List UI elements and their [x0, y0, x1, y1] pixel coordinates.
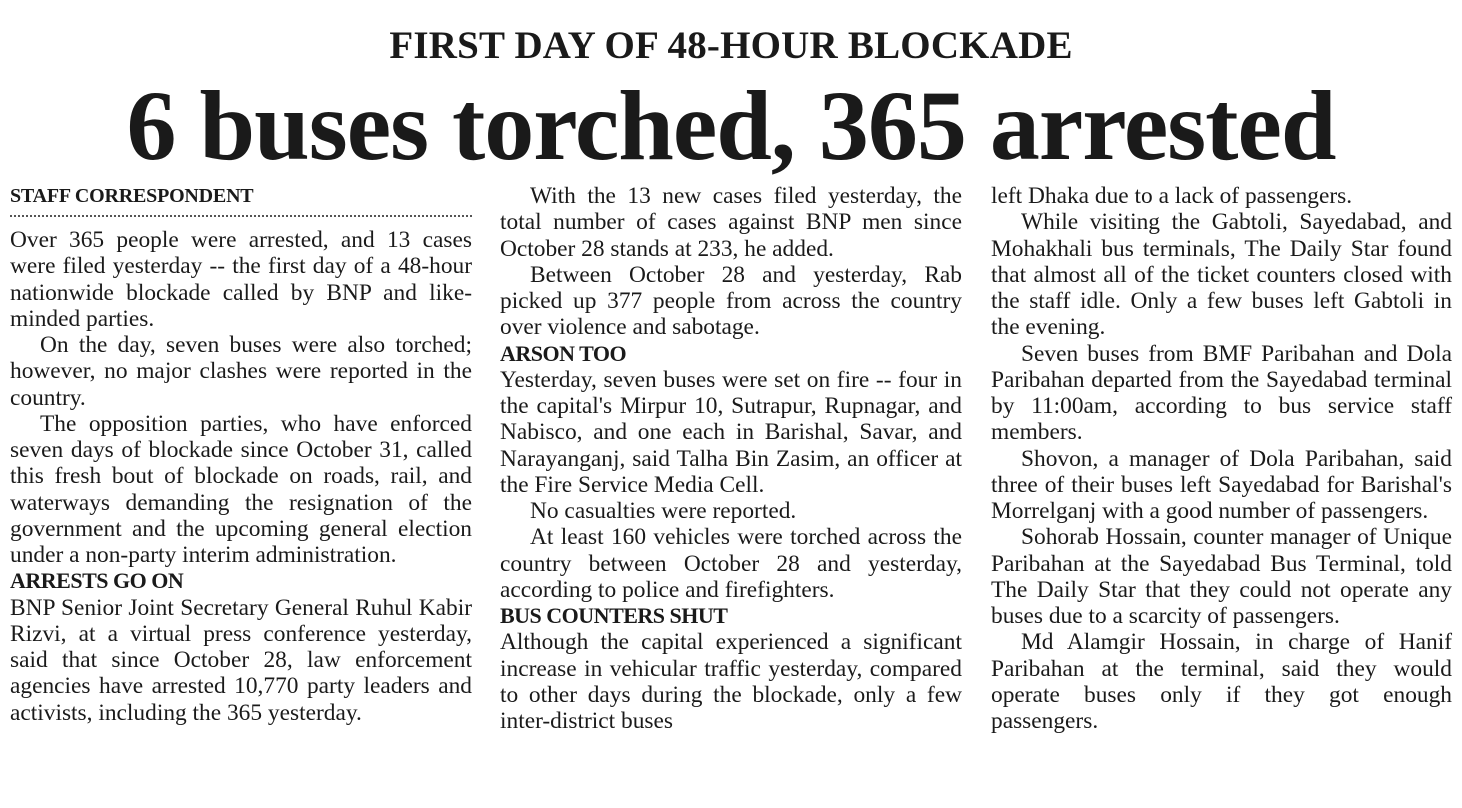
paragraph: While visiting the Gabtoli, Sayedabad, and Mohakhali bus terminals, The Daily Star found that almost all of the ticket counters closed with the staff idle. Only a few buses left Gabtoli in the evening. — [991, 209, 1452, 341]
paragraph: Seven buses from BMF Paribahan and Dola Paribahan departed from the Sayedabad terminal by 11:00am, according to bus service staff members. — [991, 340, 1452, 446]
article-column-2 — [500, 183, 962, 734]
paragraph: Over 365 people were arrested, and 13 cases were filed yesterday -- the first day of a 48-hour nationwide blockade called by BNP and like-minded parties. — [10, 227, 472, 332]
paragraph: Shovon, a manager of Dola Paribahan, said three of their buses left Sayedabad for Barishal's Morrelganj with a good number of passengers. — [991, 445, 1452, 524]
paragraph: BNP Senior Joint Secretary General Ruhul Kabir Rizvi, at a virtual press conference yesterday, said that since October 28, law enforcement agencies have arrested 10,770 party leaders and activists, including the 365 yesterday. — [10, 594, 472, 726]
subhead-arson: ARSON TOO — [500, 340, 627, 366]
paragraph: Md Alamgir Hossain, in charge of Hanif Paribahan at the terminal, said they would operate buses only if they got enough passengers. — [991, 629, 1452, 734]
paragraph: Although the capital experienced a significant increase in vehicular traffic yesterday, compared to other days during the blockade, only a few inter-district buses — [500, 629, 962, 734]
paragraph: The opposition parties, who have enforced seven days of blockade since October 31, called this fresh bout of blockade on roads, rail, and waterways demanding the resignation of the government and the upcoming general election under a non-party interim administration. — [10, 410, 472, 568]
paragraph: Between October 28 and yesterday, Rab picked up 377 people from across the country over violence and sabotage. — [500, 261, 962, 341]
article-column-1 — [10, 183, 472, 726]
paragraph: With the 13 new cases filed yesterday, the total number of cases against BNP men since October 28 stands at 233, he added. — [500, 183, 962, 262]
kicker-headline: FIRST DAY OF 48-HOUR BLOCKADE — [389, 24, 1073, 67]
byline: STAFF CORRESPONDENT — [10, 183, 472, 217]
paragraph: Sohorab Hossain, counter manager of Unique Paribahan at the Sayedabad Bus Terminal, told The Daily Star that they could not operate any buses due to a scarcity of passengers. — [991, 524, 1452, 629]
subhead-arrests: ARRESTS GO ON — [10, 568, 184, 594]
paragraph: Yesterday, seven buses were set on fire -- four in the capital's Mirpur 10, Sutrapur, Rupnagar, and Nabisco, and one each in Barishal, Savar, and Narayanganj, said Talha Bin Zasim, an officer at the Fire Service Media Cell. — [500, 366, 962, 498]
subhead-bus-counters: BUS COUNTERS SHUT — [500, 603, 728, 628]
article-column-3 — [991, 183, 1452, 734]
paragraph: No casualties were reported. — [530, 498, 797, 524]
paragraph: left Dhaka due to a lack of passengers. — [991, 183, 1353, 209]
main-headline: 6 buses torched, 365 arrested — [126, 70, 1336, 181]
paragraph: At least 160 vehicles were torched across the country between October 28 and yesterday, according to police and firefighters. — [500, 524, 962, 603]
paragraph: On the day, seven buses were also torched; however, no major clashes were reported in the country. — [10, 332, 472, 411]
